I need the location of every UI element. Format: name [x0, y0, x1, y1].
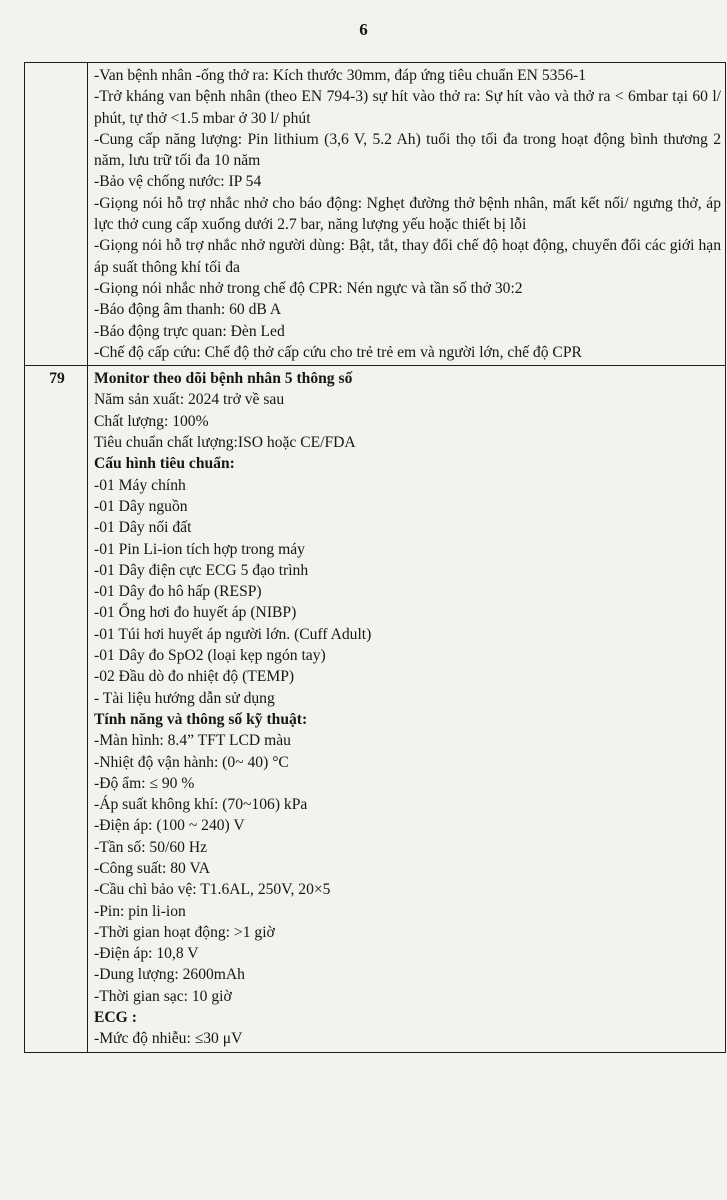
specification-table [24, 62, 726, 1053]
spec-line: - Tài liệu hướng dẫn sử dụng [94, 689, 275, 707]
spec-line: -Báo động trực quan: Đèn Led [94, 322, 285, 340]
spec-line: -Độ ẩm: ≤ 90 % [94, 774, 195, 792]
spec-line: -01 Túi hơi huyết áp người lớn. (Cuff Adult) [94, 625, 372, 643]
spec-line: -Cung cấp năng lượng: Pin lithium (3,6 V, 5.2 Ah) tuổi thọ tối đa trong hoạt động bình thương 2 năm, lưu trữ tối đa 10 năm [94, 130, 721, 170]
spec-line: Chất lượng: 100% [94, 412, 209, 430]
spec-line: -Van bệnh nhân -ống thở ra: Kích thước 30mm, đáp ứng tiêu chuẩn EN 5356-1 [94, 67, 587, 84]
spec-line: -01 Dây nối đất [94, 519, 192, 537]
item-description-cell [88, 366, 726, 1053]
spec-line: -01 Máy chính [94, 476, 186, 494]
spec-line: Tiêu chuẩn chất lượng:ISO hoặc CE/FDA [94, 434, 356, 452]
spec-line: -Giọng nói hỗ trợ nhắc nhở người dùng: Bật, tắt, thay đổi chế độ hoạt động, chuyển đổi các giới hạn áp suất thông khí tối đa [94, 237, 721, 276]
spec-line: -Áp suất không khí: (70~106) kPa [94, 796, 308, 814]
spec-line: -Bảo vệ chống nước: IP 54 [94, 173, 262, 191]
page-number: 6 [359, 20, 368, 39]
spec-line: -02 Đầu dò đo nhiệt độ (TEMP) [94, 668, 295, 686]
spec-line: -Báo động âm thanh: 60 dB A [94, 301, 282, 319]
spec-line: -Dung lượng: 2600mAh [94, 966, 245, 984]
spec-line: -Điện áp: (100 ~ 240) V [94, 817, 245, 835]
spec-line: -Trở kháng van bệnh nhân (theo EN 794-3) sự hít vào thở ra: Sự hít vào và thở ra < 6mbar tại 60 l/ phút, tự thở <1.5 mbar ở 30 l/ phút [94, 88, 721, 127]
item-number-cell: 79 [25, 366, 88, 1053]
item-number-cell [25, 63, 88, 366]
table-row [25, 366, 726, 1053]
spec-line: -Thời gian sạc: 10 giờ [94, 987, 232, 1005]
spec-line: -01 Dây đo SpO2 (loại kẹp ngón tay) [94, 647, 326, 665]
spec-line: -Pin: pin li-ion [94, 902, 186, 920]
table-row [25, 63, 726, 366]
spec-line: -Nhiệt độ vận hành: (0~ 40) °C [94, 753, 289, 771]
section-heading: Cấu hình tiêu chuẩn: [94, 455, 235, 473]
specification-table-body [25, 63, 726, 1053]
spec-line: -Điện áp: 10,8 V [94, 945, 199, 963]
item-description-cell [88, 63, 726, 366]
spec-line: -01 Ống hơi đo huyết áp (NIBP) [94, 604, 297, 622]
spec-line: -Giọng nói nhắc nhở trong chế độ CPR: Nén ngực và tần số thở 30:2 [94, 279, 523, 297]
spec-line: -Giọng nói hỗ trợ nhắc nhở cho báo động: Nghẹt đường thở bệnh nhân, mất kết nối/ ngưng thở, áp lực thở cung cấp xuống dưới 2.7 bar, năng lượng yếu hoặc thiết bị lỗi [94, 194, 721, 234]
spec-line: -Công suất: 80 VA [94, 859, 210, 877]
section-heading: ECG : [94, 1009, 137, 1027]
spec-line: -Tần số: 50/60 Hz [94, 838, 208, 856]
spec-line: -Cầu chì bảo vệ: T1.6AL, 250V, 20×5 [94, 881, 331, 899]
spec-line: -01 Dây điện cực ECG 5 đạo trình [94, 561, 309, 579]
spec-line: -Thời gian hoạt động: >1 giờ [94, 923, 275, 941]
spec-line: -01 Dây nguồn [94, 497, 188, 515]
spec-line: -Mức độ nhiễu: ≤30 μV [94, 1030, 243, 1048]
spec-line: -01 Pin Li-ion tích hợp trong máy [94, 540, 305, 558]
spec-line: Năm sản xuất: 2024 trở về sau [94, 391, 285, 409]
section-heading: Monitor theo dõi bệnh nhân 5 thông số [94, 370, 353, 388]
spec-line: -Chế độ cấp cứu: Chế độ thở cấp cứu cho trẻ trẻ em và người lớn, chế độ CPR [94, 343, 582, 361]
section-heading: Tính năng và thông số kỹ thuật: [94, 710, 308, 728]
spec-line: -01 Dây đo hô hấp (RESP) [94, 583, 262, 601]
spec-line: -Màn hình: 8.4” TFT LCD màu [94, 732, 291, 750]
